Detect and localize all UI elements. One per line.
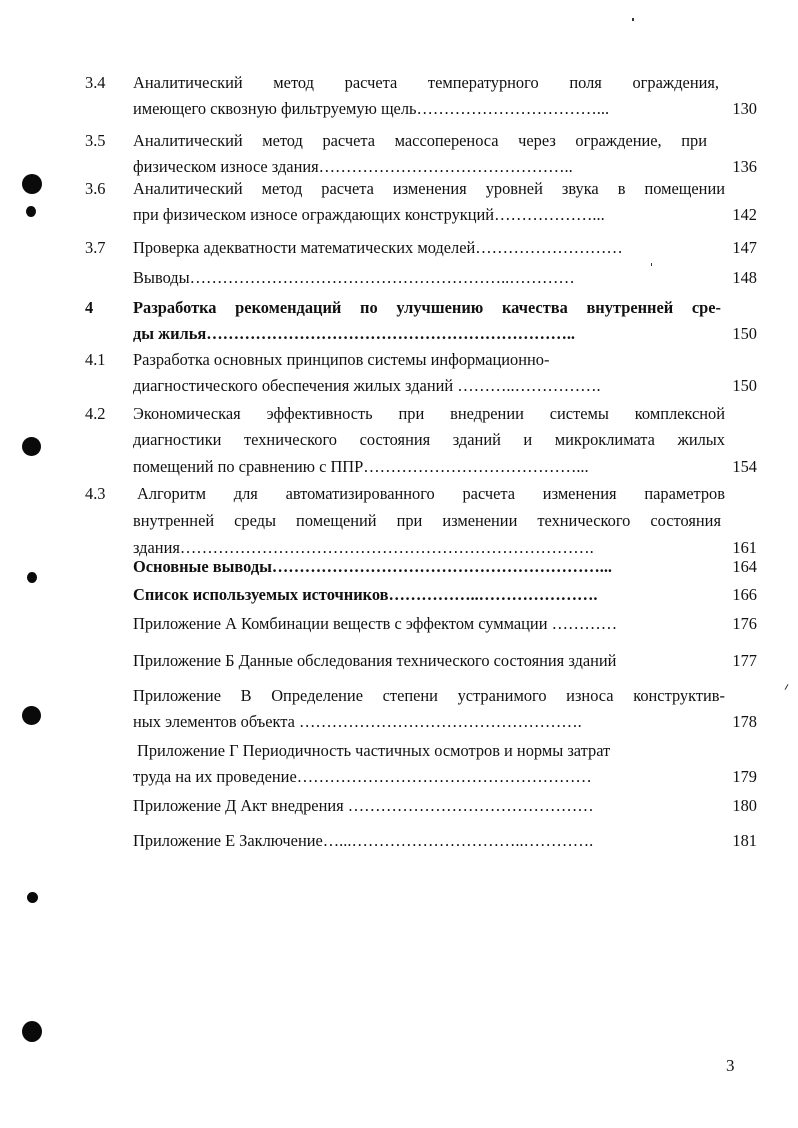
toc-entry (85, 828, 765, 854)
toc-entry-title-line: внутренней среды помещений при изменении технического состояния (133, 511, 721, 530)
toc-entry-title-line: Приложение Г Периодичность частичных осмотров и нормы затрат (137, 741, 611, 760)
toc-entry-title-line: Список используемых источников……………..…………………. (133, 585, 598, 604)
toc-entry-page: 177 (732, 651, 757, 670)
toc-entry-page: 142 (732, 205, 757, 224)
toc-entry-page: 178 (732, 712, 757, 731)
toc-entry-title-line: диагностического обеспечения жилых зданий ………..……………. (133, 376, 601, 395)
toc-entry-page: 154 (732, 457, 757, 476)
toc-entry-title-line: Аналитический метод расчета температурного поля ограждения, (133, 73, 719, 92)
toc-entry (85, 481, 765, 561)
toc-entry (85, 235, 765, 261)
toc-entry-number: 3.5 (85, 131, 106, 150)
toc-entry-title-line: помещений по сравнению с ППР…………………………………... (133, 457, 589, 476)
toc-entry-title-line: труда на их проведение……………………………………………… (133, 767, 592, 786)
toc-entry-title-line: при физическом износе ограждающих конструкций………………... (133, 205, 605, 224)
toc-entry-number: 3.7 (85, 238, 106, 257)
toc-entry-page: 176 (732, 614, 757, 633)
toc-entry-page: 164 (732, 557, 757, 576)
toc-entry (85, 738, 765, 790)
toc-entry-page: 161 (732, 538, 757, 557)
toc-entry-page: 148 (732, 268, 757, 287)
toc-entry-title-line: ных элементов объекта ……………………………………………. (133, 712, 582, 731)
toc-entry (85, 611, 765, 637)
toc-entry-title-line: Аналитический метод расчета изменения уровней звука в помещении (133, 179, 725, 198)
toc-entry-page: 150 (732, 376, 757, 395)
toc-entry-title-line: Приложение В Определение степени устранимого износа конструктив- (133, 686, 725, 705)
toc-entry (85, 683, 765, 735)
toc-entry-title-line: имеющего сквозную фильтруемую щель……………………………... (133, 99, 610, 118)
toc-entry-title-line: Экономическая эффективность при внедрении системы комплексной (133, 404, 725, 423)
toc-entry-title-line: физическом износе здания……………………………………….. (133, 157, 573, 176)
toc-entry-title-line: Приложение Б Данные обследования технического состояния зданий (133, 651, 617, 670)
toc-entry-title-line: Аналитический метод расчета массопереноса через ограждение, при (133, 131, 707, 150)
toc-entry-title-line: Алгоритм для автоматизированного расчета изменения параметров (137, 484, 725, 503)
toc-entry (85, 648, 765, 674)
toc-entry (85, 128, 765, 180)
toc-entry-title-line: ды жилья………………………………………………………….. (133, 324, 576, 343)
toc-entry-title-line: Приложение А Комбинации веществ с эффектом суммации ………… (133, 614, 618, 633)
toc-entry-title-line: Разработка основных принципов системы информационно- (133, 350, 550, 369)
toc-entry-title-line: Разработка рекомендаций по улучшению качества внутренней сре- (133, 298, 721, 317)
toc-entry (85, 265, 765, 291)
toc-entry-number: 4.3 (85, 484, 106, 503)
toc-entry (85, 793, 765, 819)
toc-entry (85, 295, 765, 347)
toc-entry (85, 582, 765, 608)
page-number: 3 (726, 1056, 735, 1075)
toc-entry-title-line: Выводы…………………………………………………..………… (133, 268, 575, 287)
toc-entry-page: 130 (732, 99, 757, 118)
toc-entry-page: 166 (732, 585, 757, 604)
toc-entry-title-line: Приложение Д Акт внедрения ……………………………………… (133, 796, 594, 815)
toc-entry (85, 70, 765, 122)
toc-entry-title-line: здания…………………………………………………………………. (133, 538, 594, 557)
toc-entry (85, 176, 765, 228)
toc-entry (85, 347, 765, 399)
toc-entry-number: 4 (85, 298, 94, 317)
toc-entry-page: 136 (732, 157, 757, 176)
toc-entry-page: 150 (732, 324, 757, 343)
toc-entry-title-line: Проверка адекватности математических моделей……………………… (133, 238, 623, 257)
toc-entry (85, 554, 765, 580)
toc-entry (85, 401, 765, 480)
toc-entry-number: 3.6 (85, 179, 106, 198)
toc-entry-page: 147 (732, 238, 757, 257)
toc-entry-page: 179 (732, 767, 757, 786)
toc-entry-number: 4.1 (85, 350, 106, 369)
toc-entry-title-line: Приложение Е Заключение…...…………………………..…………. (133, 831, 594, 850)
toc-entry-page: 181 (732, 831, 757, 850)
toc-entry-page: 180 (732, 796, 757, 815)
toc-entry-title-line: диагностики технического состояния зданий и микроклимата жилых (133, 430, 725, 449)
toc-entry-number: 4.2 (85, 404, 106, 423)
toc-entry-number: 3.4 (85, 73, 106, 92)
toc-entry-title-line: Основные выводы……………………………………………………... (133, 557, 613, 576)
